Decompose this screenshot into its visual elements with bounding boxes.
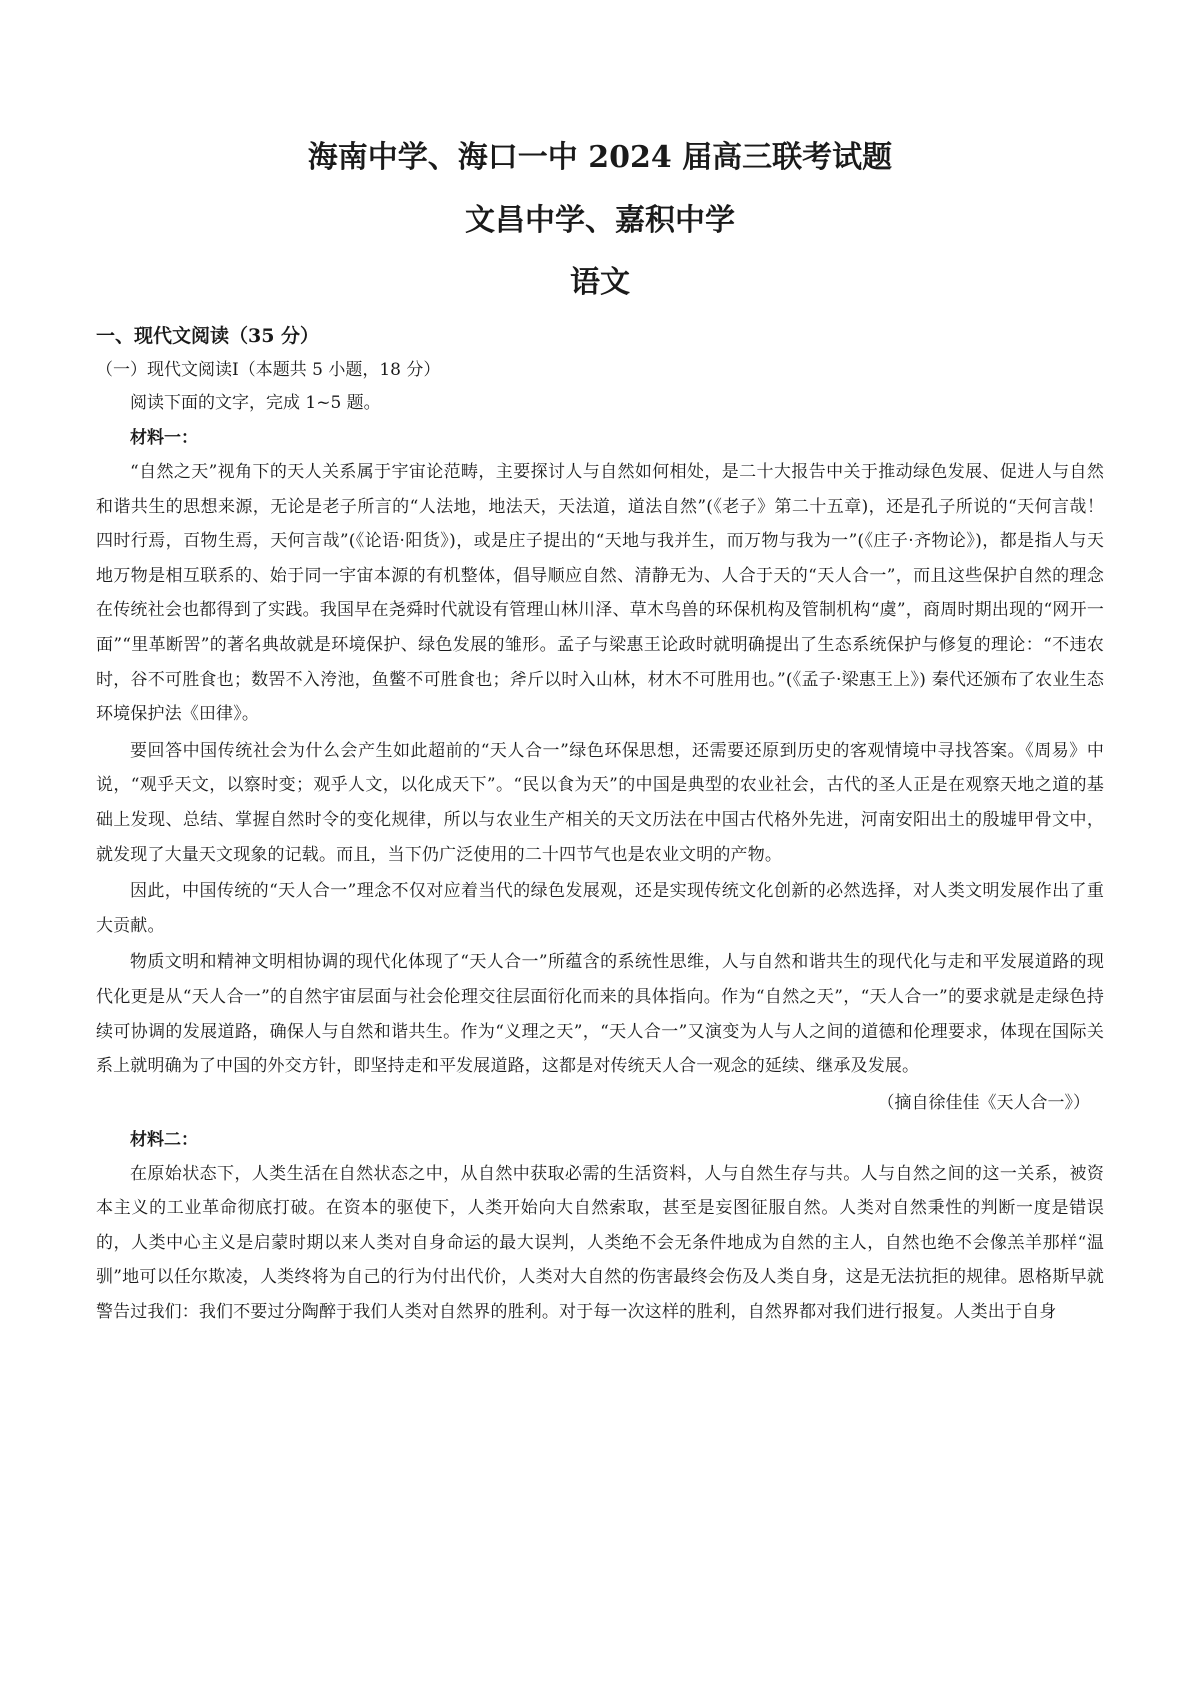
material1-paragraph: “自然之天”视角下的天人关系属于宇宙论范畴，主要探讨人与自然如何相处，是二十大报告中关于推动绿色发展、促进人与自然和谐共生的思想来源，无论是老子所言的“人法地，地法天，天法道，道法自然”(《老子》第二十五章)，还是孔子所说的“天何言哉！四时行焉，百物生焉，天何言哉”(《论语·阳货》)，或是庄子提出的“天地与我并生，而万物与我为一”(《庄子·齐物论》)，都是指人与天地万物是相互联系的、始于同一宇宙本源的有机整体，倡导顺应自然、清静无为、人合于天的“天人合一”，而且这些保护自然的理念在传统社会也都得到了实践。我国早在尧舜时代就设有管理山林川泽、草木鸟兽的环保机构及管制机构“虞”，商周时期出现的“网开一面”“里革断罟”的著名典故就是环境保护、绿色发展的雏形。孟子与梁惠王论政时就明确提出了生态系统保护与修复的理论：“不违农时，谷不可胜食也；数罟不入洿池，鱼鳖不可胜食也；斧斤以时入山林，材木不可胜用也。”(《孟子·梁惠王上》) 秦代还颁布了农业生态环境保护法《田律》。 (96, 462, 1104, 725)
material1-heading: 材料一： (130, 428, 198, 448)
material2-heading: 材料二： (130, 1129, 198, 1150)
section-heading: 一、现代文阅读（35 分） (96, 325, 320, 347)
material1-source: （摘自徐佳佳《天人合一》） (877, 1092, 1090, 1113)
material1-paragraph: 要回答中国传统社会为什么会产生如此超前的“天人合一”绿色环保思想，还需要还原到历史的客观情境中寻找答案。《周易》中说，“观乎天文，以察时变；观乎人文，以化成天下”。“民以食为天”的中国是典型的农业社会，古代的圣人正是在观察天地之道的基础上发现、总结、掌握自然时令的变化规律，所以与农业生产相关的天文历法在中国古代格外先进，河南安阳出土的殷墟甲骨文中，就发现了大量天文现象的记载。而且，当下仍广泛使用的二十四节气也是农业文明的产物。 (96, 740, 1104, 865)
exam-title-line2: 文昌中学、嘉积中学 (465, 203, 735, 238)
subsection-heading: （一）现代文阅读Ⅰ（本题共 5 小题，18 分） (96, 360, 441, 380)
exam-title-line1: 海南中学、海口一中 2024 届高三联考试题 (307, 140, 893, 175)
exam-subject: 语文 (570, 265, 630, 300)
reading-instruction: 阅读下面的文字，完成 1~5 题。 (130, 393, 381, 413)
material1-paragraph: 因此，中国传统的“天人合一”理念不仅对应着当代的绿色发展观，还是实现传统文化创新的必然选择，对人类文明发展作出了重大贡献。 (96, 881, 1104, 936)
material2-paragraph: 在原始状态下，人类生活在自然状态之中，从自然中获取必需的生活资料，人与自然生存与共。人与自然之间的这一关系，被资本主义的工业革命彻底打破。在资本的驱使下，人类开始向大自然索取，甚至是妄图征服自然。人类对自然秉性的判断一度是错误的，人类中心主义是启蒙时期以来人类对自身命运的最大误判，人类绝不会无条件地成为自然的主人，自然也绝不会像羔羊那样“温驯”地可以任尔欺凌，人类终将为自己的行为付出代价，人类对大自然的伤害最终会伤及人类自身，这是无法抗拒的规律。恩格斯早就警告过我们：我们不要过分陶醉于我们人类对自然界的胜利。对于每一次这样的胜利，自然界都对我们进行报复。人类出于自身 (96, 1163, 1104, 1323)
material1-paragraph: 物质文明和精神文明相协调的现代化体现了“天人合一”所蕴含的系统性思维，人与自然和谐共生的现代化与走和平发展道路的现代化更是从“天人合一”的自然宇宙层面与社会伦理交往层面衍化而来的具体指向。作为“自然之天”，“天人合一”的要求就是走绿色持续可协调的发展道路，确保人与自然和谐共生。作为“义理之天”，“天人合一”又演变为人与人之间的道德和伦理要求，体现在国际关系上就明确为了中国的外交方针，即坚持走和平发展道路，这都是对传统天人合一观念的延续、继承及发展。 (96, 952, 1104, 1077)
